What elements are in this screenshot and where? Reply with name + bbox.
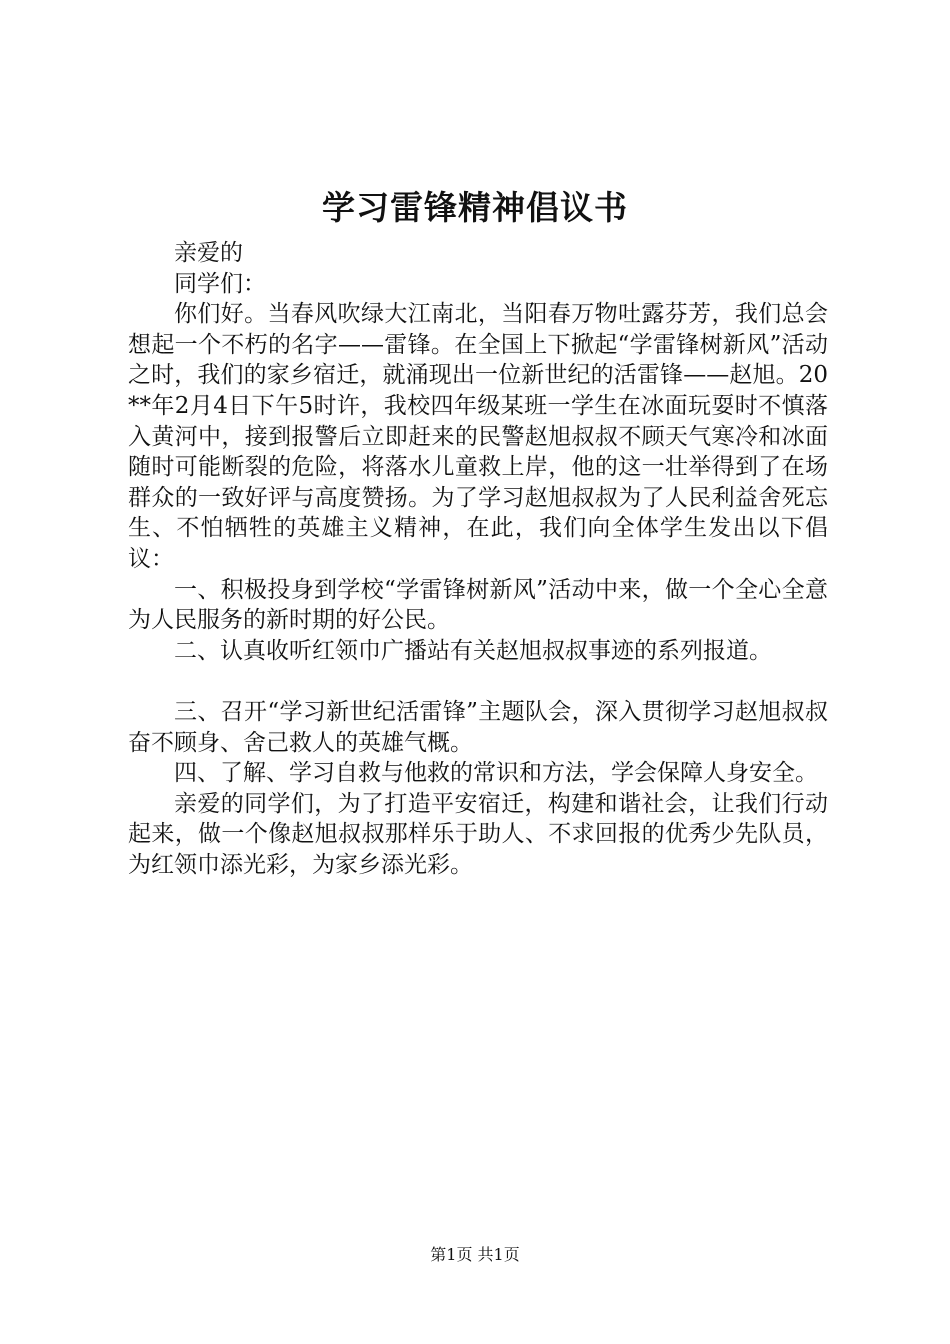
- proposal-item-3: 三、召开“学习新世纪活雷锋”主题队会，深入贯彻学习赵旭叔叔奋不顾身、舍己救人的英雄气概。: [128, 698, 828, 756]
- closing-paragraph: 亲爱的同学们，为了打造平安宿迁，构建和谐社会，让我们行动起来，做一个像赵旭叔叔那样乐于助人、不求回报的优秀少先队员，为红领巾添光彩，为家乡添光彩。: [128, 790, 828, 878]
- proposal-item-4: 四、了解、学习自救与他救的常识和方法，学会保障人身安全。: [174, 760, 818, 787]
- page-number-footer: 第1页 共1页: [430, 1245, 520, 1264]
- salutation-line-2: 同学们：: [174, 270, 266, 297]
- proposal-item-2: 二、认真收听红领巾广播站有关赵旭叔叔事迹的系列报道。: [174, 637, 772, 664]
- intro-paragraph: 你们好。当春风吹绿大江南北，当阳春万物吐露芬芳，我们总会想起一个不朽的名字——雷锋。在全国上下掀起“学雷锋树新风”活动之时，我们的家乡宿迁，就涌现出一位新世纪的活雷锋——赵旭。20**年2月4日下午5时许，我校四年级某班一学生在冰面玩耍时不慎落入黄河中，接到报警后立即赶来的民警赵旭叔叔不顾天气寒冷和冰面随时可能断裂的危险，将落水儿童救上岸，他的这一壮举得到了在场群众的一致好评与高度赞扬。为了学习赵旭叔叔为了人民利益舍死忘生、不怕牺牲的英雄主义精神，在此，我们向全体学生发出以下倡议：: [128, 301, 828, 572]
- document-title: 学习雷锋精神倡议书: [322, 188, 628, 227]
- proposal-item-1: 一、积极投身到学校“学雷锋树新风”活动中来，做一个全心全意为人民服务的新时期的好公民。: [128, 576, 828, 634]
- salutation-line-1: 亲爱的: [174, 240, 243, 266]
- document-body: [128, 238, 828, 880]
